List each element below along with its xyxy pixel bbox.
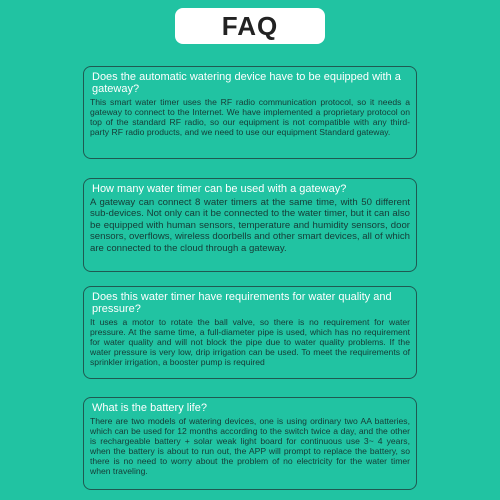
faq-question: What is the battery life? xyxy=(92,402,207,414)
faq-card xyxy=(83,286,417,379)
faq-answer: This smart water timer uses the RF radio communication protocol, so it needs a gateway to connect to the Internet. We have implemented a proprietary protocol on top of the standard RF radio, so our equipment is not compatible with any third-party RF radio products, and we need to use our equipment Standard gateway. xyxy=(90,97,410,137)
title-banner xyxy=(175,8,325,44)
faq-question: Does this water timer have requirements for water quality and pressure? xyxy=(92,291,392,315)
faq-card xyxy=(83,66,417,159)
faq-card xyxy=(83,178,417,272)
page-title: FAQ xyxy=(221,10,279,41)
faq-answer: It uses a motor to rotate the ball valve, so there is no requirement for water pressure. At the same time, a full-diameter pipe is used, which has no requirement for water quality and will not block the pipe due to water quality problems. If the water pressure is very low, drip irrigation can be used. To meet the requirements of sprinkler irrigation, a booster pump is required xyxy=(90,317,410,367)
faq-answer: There are two models of watering devices, one is using ordinary two AA batteries, which can be used for 12 months according to the switch twice a day, and the other is rechargeable battery + solar weak light board for continuous use 3~ 4 years, when the battery is about to run out, the APP will prompt to replace the battery, so there is no need to worry about the problem of no electricity for the water timer when traveling. xyxy=(90,416,410,476)
faq-question: Does the automatic watering device have to be equipped with a gateway? xyxy=(92,71,401,95)
faq-card xyxy=(83,397,417,490)
faq-answer: A gateway can connect 8 water timers at the same time, with 50 different sub-devices. Not only can it be connected to the water timer, but it can also be equipped with human sensors, temperature and humidity sensors, door sensors, overflows, wireless doorbells and other smart devices, all of which are connected to the cloud through a gateway. xyxy=(90,197,410,254)
faq-question: How many water timer can be used with a gateway? xyxy=(92,183,347,195)
